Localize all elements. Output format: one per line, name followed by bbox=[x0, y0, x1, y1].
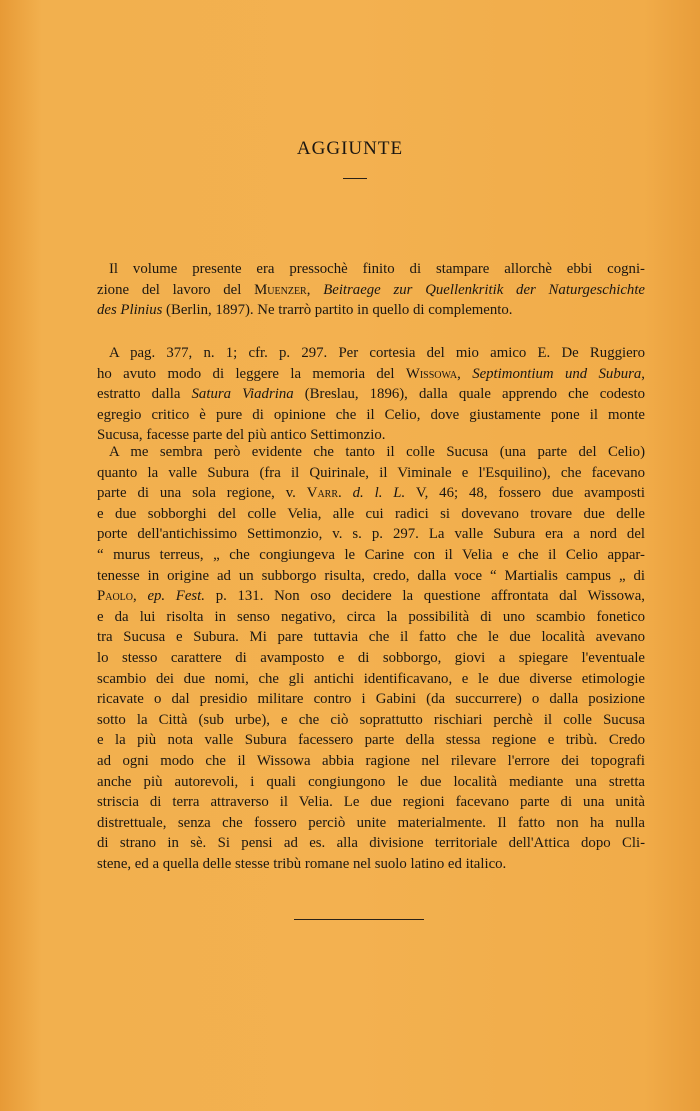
text-line: ho avuto modo di leggere la memoria del Wissowa, Septimontium und Subura, bbox=[97, 365, 645, 382]
cited-work: ep. Fest. bbox=[147, 588, 205, 605]
cited-work: Septimontium und Subura bbox=[472, 365, 642, 382]
text-line: estratto dalla Satura Viadrina (Breslau, 1896), dalla quale apprendo che codesto bbox=[97, 386, 645, 403]
text-line: e due sobborghi del colle Velia, alle cui radici si dovevano trovare due delle bbox=[97, 505, 645, 522]
text-line: di strano in sè. Si pensi ad es. alla divisione territoriale dell'Attica dopo Cli- bbox=[97, 835, 645, 852]
end-divider bbox=[294, 919, 424, 920]
text-line: Paolo, ep. Fest. p. 131. Non oso decidere la questione affrontata dal Wissowa, bbox=[97, 588, 646, 605]
author-name: Wissowa bbox=[405, 365, 458, 382]
text-line: sotto la Città (sub urbe), e che ciò soprattutto rischiari perchè il colle Sucusa bbox=[97, 711, 645, 728]
cited-work: d. l. L. bbox=[352, 485, 406, 502]
text-line: distrettuale, senza che fossero perciò unite materialmente. Il fatto non ha nulla bbox=[97, 814, 645, 831]
text-line: “ murus terreus, „ che congiungeva le Carine con il Velia e che il Celio appar- bbox=[97, 546, 645, 563]
page-title: AGGIUNTE bbox=[296, 138, 404, 159]
text-line: zione del lavoro del Muenzer, Beitraege zur Quellenkritik der Naturgeschichte bbox=[97, 281, 645, 298]
text-line: lo stesso carattere di avamposto e di sobborgo, giovi a spiegare l'eventuale bbox=[97, 649, 645, 666]
paragraph-3 bbox=[97, 442, 645, 874]
text-line: A me sembra però evidente che tanto il colle Sucusa (una parte del Celio) bbox=[109, 444, 645, 460]
text-line: porte dell'antichissimo Settimonzio, v. s. p. 297. La valle Subura era a nord del bbox=[97, 526, 645, 543]
cited-work: Beitraege zur Quellenkritik der Naturgeschichte bbox=[323, 281, 645, 298]
text-line: tenesse in origine ad un subborgo risulta, credo, dalla voce “ Martialis campus „ di bbox=[97, 567, 645, 584]
text-line: des Plinius (Berlin, 1897). Ne trarrò partito in quello di complemento. bbox=[97, 302, 513, 319]
text-line: ad ogni modo che il Wissowa abbia ragione nel rilevare l'errore dei topografi bbox=[97, 752, 645, 769]
text-line: striscia di terra attraverso il Velia. Le due regioni facevano parte di una unità bbox=[97, 794, 645, 811]
paragraph-2 bbox=[97, 343, 645, 446]
text-line: e la più nota valle Subura facessero parte della stessa regione e tribù. Credo bbox=[97, 732, 645, 749]
text-line: A pag. 377, n. 1; cfr. p. 297. Per cortesia del mio amico E. De Ruggiero bbox=[109, 345, 645, 361]
text-line: anche più autorevoli, i quali congiungono le due località mediante una stretta bbox=[97, 773, 645, 790]
author-name: Muenzer bbox=[254, 281, 307, 298]
text-line: e da lui risolta in senso negativo, circa la possibilità di uno scambio fonetico bbox=[97, 608, 645, 625]
author-name: Varr. bbox=[306, 485, 342, 502]
cited-work: Satura Viadrina bbox=[191, 386, 294, 403]
cited-work: des Plinius bbox=[97, 302, 163, 319]
text-line: Il volume presente era pressochè finito di stampare allorchè ebbi cogni- bbox=[109, 261, 645, 277]
title-divider bbox=[343, 178, 367, 179]
text-line: stene, ed a quella delle stesse tribù romane nel suolo latino ed italico. bbox=[97, 855, 507, 872]
author-name: Paolo bbox=[97, 588, 134, 605]
text-line: Sucusa, facesse parte del più antico Settimonzio. bbox=[97, 427, 386, 444]
text-line: parte di una sola regione, v. Varr. d. l. L. V, 46; 48, fossero due avamposti bbox=[97, 485, 646, 502]
text-line: egregio critico è pure di opinione che il Celio, dove giustamente pone il monte bbox=[97, 406, 645, 423]
paragraph-1 bbox=[97, 259, 645, 321]
text-line: quanto la valle Subura (fra il Quirinale, il Viminale e l'Esquilino), che facevano bbox=[97, 464, 645, 481]
text-line: tra Sucusa e Subura. Mi pare tuttavia che il fatto che le due località avevano bbox=[97, 629, 645, 646]
text-line: ricavate o dal presidio militare contro i Gabini (da succurrere) o dalla posizione bbox=[97, 691, 645, 708]
text-line: scambio dei due nomi, che gli antichi identificavano, e le due diverse etimologie bbox=[97, 670, 645, 687]
